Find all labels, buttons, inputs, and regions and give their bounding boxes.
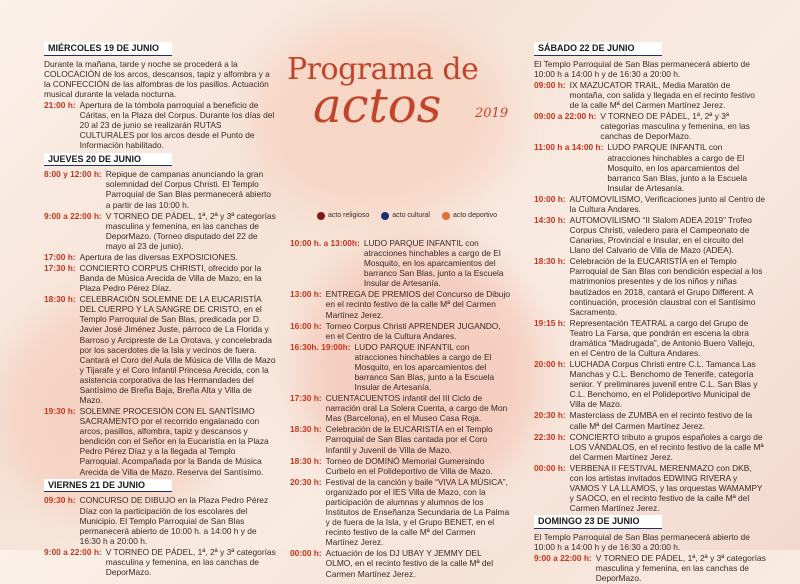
event-description: VERBENA II FESTIVAL MERENMAZO con DKB, con los artistas invitados EDWING RIVERA y VAMOS Y LA LLAMOS, y las orquestas WAMAMPY y SAOCO, en el recinto festivo de la calle Mª del Carmen Martínez Jerez. — [569, 462, 763, 514]
event-time: 10:00 h: — [534, 193, 566, 204]
event-time: 11:00 h a 14:00 h: — [534, 142, 604, 153]
event-time: 14:30 h: — [534, 214, 566, 225]
dot-icon — [317, 212, 325, 220]
event-item — [290, 477, 510, 548]
event-time: 17:30 h: — [44, 263, 76, 273]
event-time: 9:00 a 22:00 h: — [534, 553, 592, 564]
event-item — [534, 532, 766, 552]
event-description: CONCURSO DE DIBUJO en la Plaza Pedro Pérez Díaz con la participación de los escolares del Municipio. El Templo Parroquial de San Blas permanecerá abierto de 10:00 h. a 14:00 h y de 16:30 h a 20:00 h. — [79, 495, 269, 546]
event-item — [290, 342, 510, 392]
event-description: Celebración de la EUCARISTÍA en el Templo Parroquial de San Blas con bendición especial a los matrimonios presentes y de los niños y niñas bautizados en 2018, cantará el Grupo Different. A continuación, procesión claustral con el Santísimo Sacramento. — [569, 256, 763, 317]
event-time: 18:30 h: — [534, 256, 566, 267]
event-time: 22:30 h: — [534, 431, 566, 442]
event-item — [290, 289, 510, 319]
event-item — [534, 111, 766, 141]
event-description: Celebración de la EUCARISTÍA en el Templo Parroquial de San Blas cantada por el Coro Infantil y Juvenil de Villa de Mazo. — [325, 424, 493, 455]
event-item — [534, 59, 766, 79]
event-time: 13:00 h: — [290, 289, 322, 300]
event-item — [44, 294, 276, 405]
event-time: 19:15 h: — [534, 317, 566, 328]
event-item — [44, 211, 276, 251]
event-item — [534, 410, 766, 430]
event-time: 18:30 h: — [290, 455, 322, 466]
event-time: 00:00 h: — [290, 548, 322, 559]
event-description: LUDO PARQUE INFANTIL con atracciones hinchables a cargo de El Mosquito, en los aparcamientos del barranco San Blas, junto a la Escuela Insular de Artesanía. — [607, 142, 748, 193]
day-header: JUEVES 20 DE JUNIO — [44, 153, 172, 167]
legend — [317, 212, 497, 220]
event-description: Torneo Corpus Christi APRENDER JUGANDO, en el Centro de la Cultura Andares. — [325, 320, 501, 341]
event-time: 21:00 h: — [44, 100, 76, 111]
event-item — [534, 215, 766, 255]
page-title — [287, 52, 478, 136]
event-description: CONCIERTO CORPUS CHRISTI, ofrecido por la Banda de Música Arecida de Villa de Mazo, en la Plaza Pedro Pérez Díaz. — [79, 263, 262, 294]
event-item — [44, 169, 276, 209]
event-item — [290, 456, 510, 476]
event-item — [44, 59, 276, 99]
event-time: 00:00 h: — [534, 462, 566, 473]
event-item — [534, 256, 766, 316]
event-description: SOLEMNE PROCESIÓN CON EL SANTÍSIMO SACRAMENTO por el recorrido engalanado con arcos, pasillos, alfombra, tapiz y descansos y bendición con el Señor en la Eucaristía en la Plaza Pedro Pérez Díaz y a la llegada al Templo Parroquial. Acompañada por la Banda de Música Arecida de Villa de Mazo. Reserva del Santísimo. — [79, 406, 269, 477]
day-header: SÁBADO 22 DE JUNIO — [534, 42, 662, 56]
event-time: 09:00 a 22:00 h: — [534, 111, 597, 122]
event-description: Durante la mañana, tarde y noche se procederá a la COLOCACIÓN de los arcos, descansos, tapiz y alfombra y a la CONFECCIÓN de las alfombras de los pasillos. Actuación musical durante la velada nocturna. — [44, 58, 270, 100]
event-time: 17:30 h: — [290, 393, 322, 404]
column-middle — [290, 238, 510, 580]
event-item — [44, 406, 276, 477]
event-time: 9:00 a 22:00 h: — [44, 210, 102, 221]
event-time: 19:30 h: — [44, 406, 76, 417]
event-time: 17:00 h: — [44, 251, 76, 262]
event-description: Apertura de las diversas EXPOSICIONES. — [79, 251, 238, 262]
event-item — [290, 238, 510, 288]
event-item — [290, 424, 510, 454]
event-item — [534, 194, 766, 214]
event-description: Repique de campanas anunciando la gran solemnidad del Corpus Christi. El Templo Parroquial de San Blas permanecerá abierto a partir de las 10:00 h. — [105, 169, 272, 210]
event-item — [290, 321, 510, 341]
event-time: 09:30 h: — [44, 495, 76, 506]
event-description: El Templo Parroquial de San Blas permanecerá abierto de 10:00 h a 14:00 h y de 16:30 a 20:00 h. — [534, 58, 750, 79]
title-line1: Programa de — [287, 52, 479, 87]
event-time: 20:30 h: — [534, 410, 566, 421]
event-description: AUTOMOVILISMO “II Slalom ADEA 2019” Trofeo Corpus Christi, valedero para el Campeonato de Canarias, Provincial e Insular, en el circuito del Llano del Calvario de Villa de Mazo (ADEA). — [569, 214, 752, 256]
event-description: Actuación de los DJ UBAY Y JEMMY DEL OLMO, en el recinto festivo de la calle Mª del Carmen Martínez Jerez. — [325, 548, 494, 579]
event-item — [290, 393, 510, 423]
event-item — [534, 359, 766, 409]
event-description: Torneo de DOMINÓ Memorial Gumersindo Curbelo en el Polideportivo de Villa de Mazo. — [325, 455, 493, 476]
event-description: Masterclass de ZUMBA en el recinto festivo de la calle Mª del Carmen Martínez Jerez. — [569, 410, 753, 431]
event-item — [44, 263, 276, 293]
event-description: CELEBRACIÓN SOLEMNE DE LA EUCARISTÍA DEL CUERPO Y LA SANGRE DE CRISTO, en el Templo Parroquial de San Blas, predicada por D. Javier José Jiménez Juste, párroco de La Florida y Barroso y Arcipreste de La Orotava, y concelebrada por los sacerdotes de la Isla y vecinos de fuera. Cantará el Coro del Aula de Música de Villa de Mazo y Tijarafe y el Coro Infantil Princesa Arecida, con la asistencia corporativa de las Hermandades del Santísimo de Breña Baja, Breña Alta y Villa de Mazo. — [79, 294, 276, 406]
event-time: 9:00 a 22:00 h: — [44, 546, 102, 557]
title-line2: actos — [313, 78, 442, 134]
event-item — [534, 463, 766, 513]
day-header: MIÉRCOLES 19 DE JUNIO — [44, 42, 172, 56]
event-description: ENTREGA DE PREMIOS del Concurso de Dibujo en el recinto festivo de la calle Mª del Carmen Martínez Jerez. — [325, 289, 510, 320]
event-item — [534, 142, 766, 192]
dot-icon — [442, 212, 450, 220]
event-description: Apertura de la tómbola parroquial a beneficio de Cáritas, en la Plaza del Corpus. Durante los días del 20 al 23 de junio se realizarán RUTAS CULTURALES por los arcos desde el Punto de Información habilitado. — [79, 100, 275, 151]
legend-item-deportivo: acto deportivo — [442, 212, 497, 220]
event-item — [44, 252, 276, 262]
event-item — [534, 318, 766, 358]
event-description: AUTOMOVILISMO, Verificaciones junto al Centro de la Cultura Andares. — [569, 193, 765, 214]
event-description: Festival de la canción y baile “VIVA LA MÚSICA”, organizado por el IES Villa de Mazo, con la participación de alumnas y alumnos de los Institutos de Enseñanza Secundaria de La Palma y de fuera de la Isla, y el Grupo BENET, en el recinto festivo de la calle Mª del Carmen Martínez Jerez. — [325, 476, 510, 548]
event-item — [44, 547, 276, 577]
day-header: DOMINGO 23 DE JUNIO — [534, 515, 662, 529]
event-description: LUCHADA Corpus Christi entre C.L. Tamanca Las Manchas y C.L. Benchomo de Tenerife, categoría senior. Y preliminares juvenil entre C.L. San Blas y C.L. Benchomo, en el Polideportivo Municipal de Villa de Mazo. — [569, 359, 758, 410]
event-time: 16:00 h: — [290, 320, 322, 331]
event-time: 18:30 h: — [290, 424, 322, 435]
event-time: 20:30 h: — [290, 476, 322, 487]
column-left — [44, 40, 276, 578]
event-description: Representación TEATRAL a cargo del Grupo de Teatro La Farsa, que pondrán en escena la obra dramática “Madrugada”, de Antonio Buero Vallejo, en el Centro de la Cultura Andares. — [569, 317, 755, 358]
event-time: 09:00 h: — [534, 79, 566, 90]
event-item — [290, 548, 510, 578]
event-item — [534, 553, 766, 583]
event-description: V TORNEO DE PÁDEL, 1ª, 2ª y 3ª categorías masculina y femenina, en las canchas de DeporMazo. — [595, 553, 766, 584]
legend-item-cultural: acto cultural — [381, 212, 430, 220]
title-year: 2019 — [475, 106, 509, 121]
column-right — [534, 40, 766, 584]
event-time: 10:00 h. a 13:00h: — [290, 238, 360, 248]
event-description: V TORNEO DE PÁDEL, 1ª, 2ª y 3ª categorías masculina y femenina, en las canchas de DeporMazo. — [600, 111, 750, 142]
legend-item-religioso: acto religioso — [317, 212, 369, 220]
event-description: LUDO PARQUE INFANTIL con atracciones hinchables a cargo de El Mosquito, en los aparcamientos del barranco San Blas, junto a la Escuela Insular de Artesanía. — [363, 238, 504, 289]
event-description: IX MAZUCATOR TRAIL, Media Maratón de montaña, con salida y llegada en el recinto festivo de la calle Mª del Carmen Martínez Jerez. — [569, 79, 755, 111]
event-description: CONCIERTO tributo a grupos españoles a cargo de LOS VÁNDALOS, en el recinto festivo de la calle Mª del Carmen Martínez Jerez. — [569, 431, 764, 462]
event-time: 8:00 y 12:00 h: — [44, 169, 102, 180]
event-time: 20:00 h: — [534, 359, 566, 370]
event-time: 16:30h. 19:00h: — [290, 341, 351, 352]
event-description: V TORNEO DE PÁDEL, 1ª, 2ª y 3ª categorías masculina y femenina, en las canchas de DeporMazo. (Torneo disputado del 22 de mayo al 23 de junio). — [105, 210, 276, 251]
dot-icon — [381, 212, 389, 220]
day-header: VIERNES 21 DE JUNIO — [44, 479, 172, 493]
event-item — [534, 80, 766, 110]
event-description: El Templo Parroquial de San Blas permanecerá abierto de 10:00 h a 14:00 h y de 16:30 a 20:00 h. — [534, 532, 750, 553]
event-description: CUENTACUENTOS infantil del III Ciclo de narración oral La Solera Cuenta, a cargo de Mon Mas (Barcelona), en el Museo Casa Roja. — [325, 393, 508, 424]
event-item — [44, 495, 276, 545]
event-time: 18:30 h: — [44, 294, 76, 305]
event-description: LUDO PARQUE INFANTIL con atracciones hinchables a cargo de El Mosquito, en los aparcamientos del barranco San Blas, junto a la Escuela Insular de Artesanía. — [354, 341, 495, 393]
event-item — [44, 100, 276, 150]
event-item — [534, 432, 766, 462]
event-description: V TORNEO DE PÁDEL, 1ª, 2ª y 3ª categorías masculina y femenina, en las canchas de DeporMazo. — [105, 546, 276, 577]
